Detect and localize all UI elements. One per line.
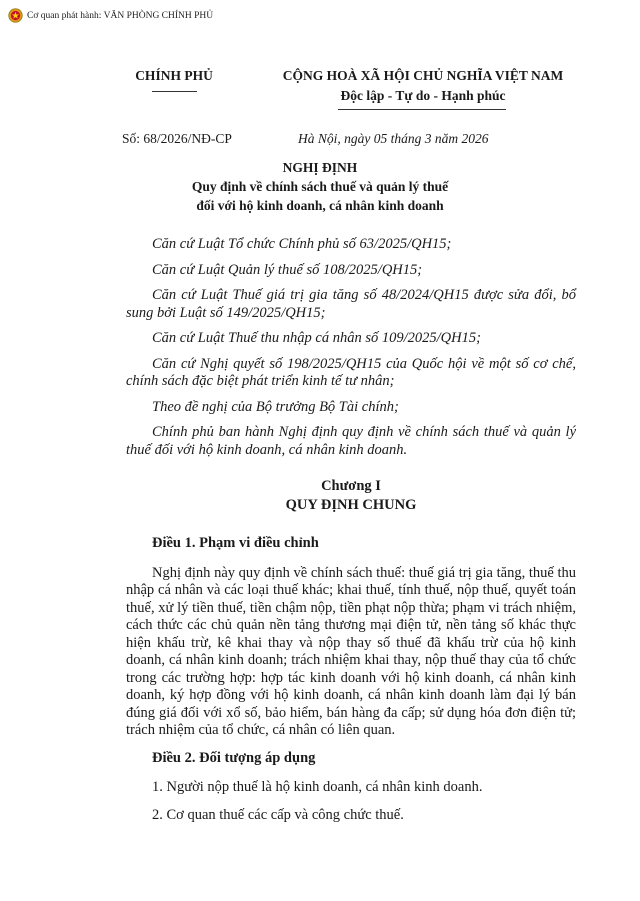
basis-item: Căn cứ Luật Tổ chức Chính phủ số 63/2025/QH15; <box>152 236 452 252</box>
article-1-heading: Điều 1. Phạm vi điều chỉnh <box>152 535 319 551</box>
issuer-label: Cơ quan phát hành: VĂN PHÒNG CHÍNH PHỦ <box>27 10 214 21</box>
chapter-heading <box>126 477 576 515</box>
government-divider <box>152 91 197 92</box>
national-motto: Độc lập - Tự do - Hạnh phúc <box>340 88 506 103</box>
article-2-item: 2. Cơ quan thuế các cấp và công chức thuế. <box>152 806 404 823</box>
title-line-1: Quy định về chính sách thuế và quản lý thuế <box>191 179 449 194</box>
article-1-text: Nghị định này quy định về chính sách thuế: thuế giá trị gia tăng, thuế thu nhập cá nhân và các loại thuế khác; khai thuế, tính thuế, nộp thuế, quyết toán thuế, xử lý tiền thuế, tiền chậm nộp, tiền phạt nộp thừa; phạm vi trách nhiệm, cách thức các chủ quản nền tảng thương mại điện tử, nền tảng số khác thực hiện khấu trừ, kê khai thay và nộp thay số thuế đã khấu trừ của hộ kinh doanh, cá nhân kinh doanh; trách nhiệm khai thay, nộp thuế thay của tổ chức trong các trường hợp: hợp tác kinh doanh với hộ kinh doanh, cá nhân kinh doanh, ký hợp đồng với hộ kinh doanh, cá nhân kinh doanh làm đại lý bán đúng giá đối với xổ số, bảo hiểm, bán hàng đa cấp; sử dụng hóa đơn điện tử; trách nhiệm của tổ chức, cá nhân có liên quan. <box>126 564 576 738</box>
chapter-number: Chương I <box>321 478 381 494</box>
chapter-title: QUY ĐỊNH CHUNG <box>285 497 417 513</box>
basis-item: Căn cứ Nghị quyết số 198/2025/QH15 của Quốc hội về một số cơ chế, chính sách đặc biệt phát triển kinh tế tư nhân; <box>126 355 576 389</box>
national-emblem-icon <box>8 8 23 23</box>
issuer-bar <box>8 8 213 23</box>
basis-item: Theo đề nghị của Bộ trưởng Bộ Tài chính; <box>152 398 399 415</box>
document-type: NGHỊ ĐỊNH <box>282 160 358 175</box>
basis-item: Căn cứ Luật Quản lý thuế số 108/2025/QH15; <box>152 261 423 278</box>
document-number: Số: 68/2026/NĐ-CP <box>122 131 232 146</box>
title-line-2: đối với hộ kinh doanh, cá nhân kinh doanh <box>196 198 444 213</box>
article-2-heading: Điều 2. Đối tượng áp dụng <box>152 749 316 766</box>
legal-basis <box>126 236 576 459</box>
nation-name: CỘNG HOÀ XÃ HỘI CHỦ NGHĨA VIỆT NAM <box>282 68 564 83</box>
document-body <box>126 236 576 834</box>
document-date: Hà Nội, ngày 05 tháng 3 năm 2026 <box>298 131 489 146</box>
basis-item: Chính phủ ban hành Nghị định quy định về chính sách thuế và quản lý thuế đối với hộ kinh doanh, cá nhân kinh doanh. <box>126 424 576 458</box>
government-name: CHÍNH PHỦ <box>135 68 213 83</box>
article-2-item: 1. Người nộp thuế là hộ kinh doanh, cá nhân kinh doanh. <box>152 779 483 795</box>
basis-item: Căn cứ Luật Thuế thu nhập cá nhân số 109/2025/QH15; <box>152 330 481 346</box>
document-header <box>0 68 640 128</box>
basis-item: Căn cứ Luật Thuế giá trị gia tăng số 48/2024/QH15 được sửa đổi, bổ sung bởi Luật số 149/2025/QH15; <box>126 287 576 321</box>
document-title <box>0 158 640 215</box>
motto-divider <box>338 109 506 110</box>
